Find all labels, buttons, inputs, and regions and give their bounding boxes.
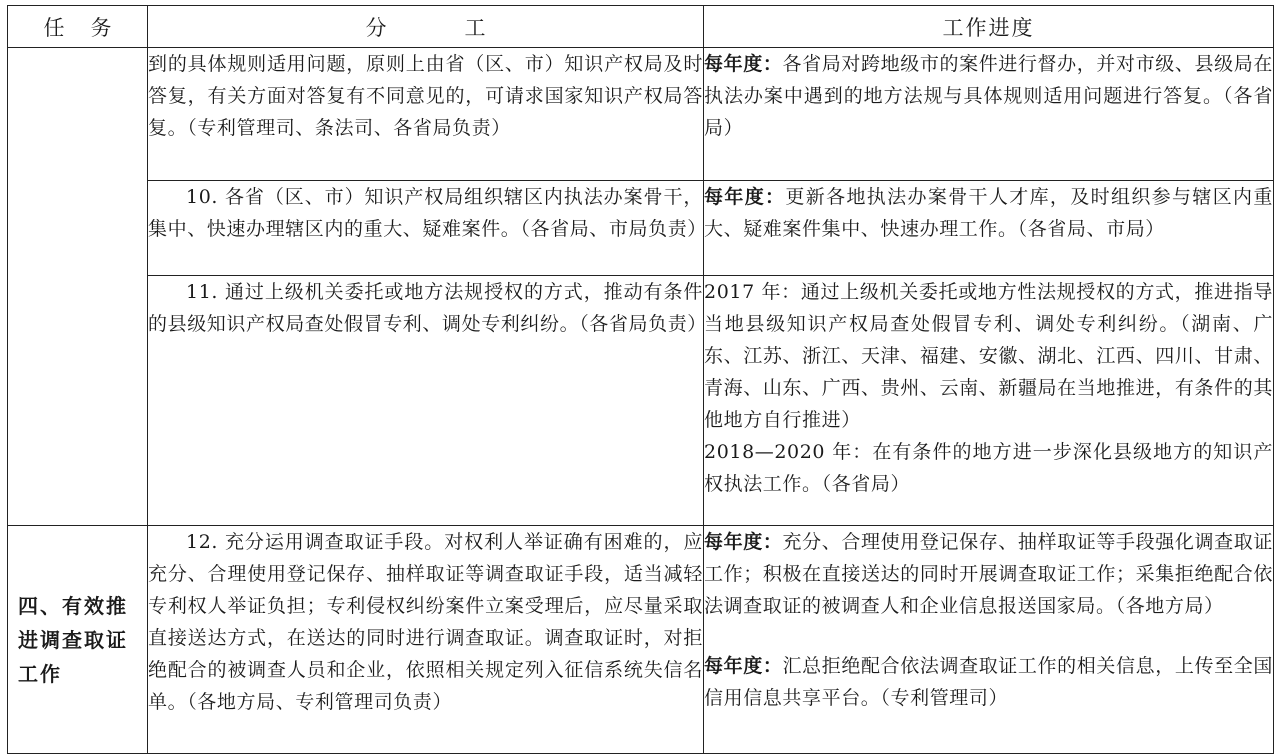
progress-label: 每年度： bbox=[704, 531, 783, 553]
progress-cell bbox=[704, 276, 1274, 526]
table-header-row bbox=[8, 6, 1274, 48]
progress-cell bbox=[704, 48, 1274, 181]
division-text: 11. 通过上级机关委托或地方法规授权的方式，推动有条件的县级知识产权局查处假冒专利、调处专利纠纷。（各省局负责） bbox=[148, 281, 707, 335]
table-row bbox=[8, 526, 1274, 754]
progress-entry: 2017 年：通过上级机关委托或地方性法规授权的方式，推进指导当地县级知识产权局查处假冒专利、调处专利纠纷。（湖南、广东、江苏、浙江、天津、福建、安徽、湖北、江西、四川、甘肃、青海、山东、广西、贵州、云南、新疆局在当地推进，有条件的其他地方自行推进） bbox=[704, 281, 1273, 431]
division-cell bbox=[148, 276, 707, 526]
division-cell bbox=[148, 181, 707, 276]
division-text: 12. 充分运用调查取证手段。对权利人举证确有困难的，应充分、合理使用登记保存、抽样取证等调查取证手段，适当减轻专利权人举证负担；专利侵权纠纷案件立案受理后，应尽量采取直接送达方式，在送达的同时进行调查取证。调查取证时，对拒绝配合的被调查人员和企业，依照相关规定列入征信系统失信名单。（各地方局、专利管理司负责） bbox=[148, 531, 703, 713]
header-progress: 工作进度 bbox=[704, 6, 1274, 48]
division-text: 10. 各省（区、市）知识产权局组织辖区内执法办案骨干，集中、快速办理辖区内的重大、疑难案件。（各省局、市局负责） bbox=[148, 186, 707, 240]
progress-cell bbox=[704, 526, 1274, 754]
progress-entry bbox=[704, 48, 1273, 144]
progress-entry bbox=[704, 650, 1273, 714]
table-row bbox=[8, 276, 1274, 526]
spacer bbox=[704, 622, 1273, 650]
progress-text: 各省局对跨地级市的案件进行督办，并对市级、县级局在执法办案中遇到的地方法规与具体规则适用问题进行答复。（各省局） bbox=[704, 53, 1273, 139]
progress-label: 每年度： bbox=[704, 53, 783, 75]
task-division-table bbox=[7, 5, 1274, 754]
division-cell bbox=[148, 48, 704, 181]
progress-text: 汇总拒绝配合依法调查取证工作的相关信息，上传至全国信用信息共享平台。（专利管理司） bbox=[704, 655, 1273, 709]
progress-label: 每年度： bbox=[704, 186, 786, 208]
header-division: 分工 bbox=[148, 6, 704, 48]
table-row bbox=[8, 181, 1274, 276]
task-cell: 四、有效推进调查取证工作 bbox=[8, 526, 148, 754]
header-task: 任务 bbox=[8, 6, 148, 48]
progress-entry bbox=[704, 181, 1273, 245]
progress-label: 每年度： bbox=[704, 655, 783, 677]
progress-cell bbox=[704, 181, 1274, 276]
division-text: 到的具体规则适用问题，原则上由省（区、市）知识产权局及时答复，有关方面对答复有不同意见的，可请求国家知识产权局答复。（专利管理司、条法司、各省局负责） bbox=[148, 53, 703, 139]
task-cell-empty bbox=[8, 48, 148, 526]
progress-text: 充分、合理使用登记保存、抽样取证等手段强化调查取证工作；积极在直接送达的同时开展调查取证工作；采集拒绝配合依法调查取证的被调查人和企业信息报送国家局。（各地方局） bbox=[704, 531, 1273, 617]
table-row bbox=[8, 48, 1274, 181]
division-cell bbox=[148, 526, 704, 754]
progress-entry bbox=[704, 526, 1273, 622]
progress-text: 更新各地执法办案骨干人才库，及时组织参与辖区内重大、疑难案件集中、快速办理工作。（各省局、市局） bbox=[704, 186, 1274, 240]
progress-entry: 2018—2020 年：在有条件的地方进一步深化县级地方的知识产权执法工作。（各省局） bbox=[704, 441, 1273, 495]
